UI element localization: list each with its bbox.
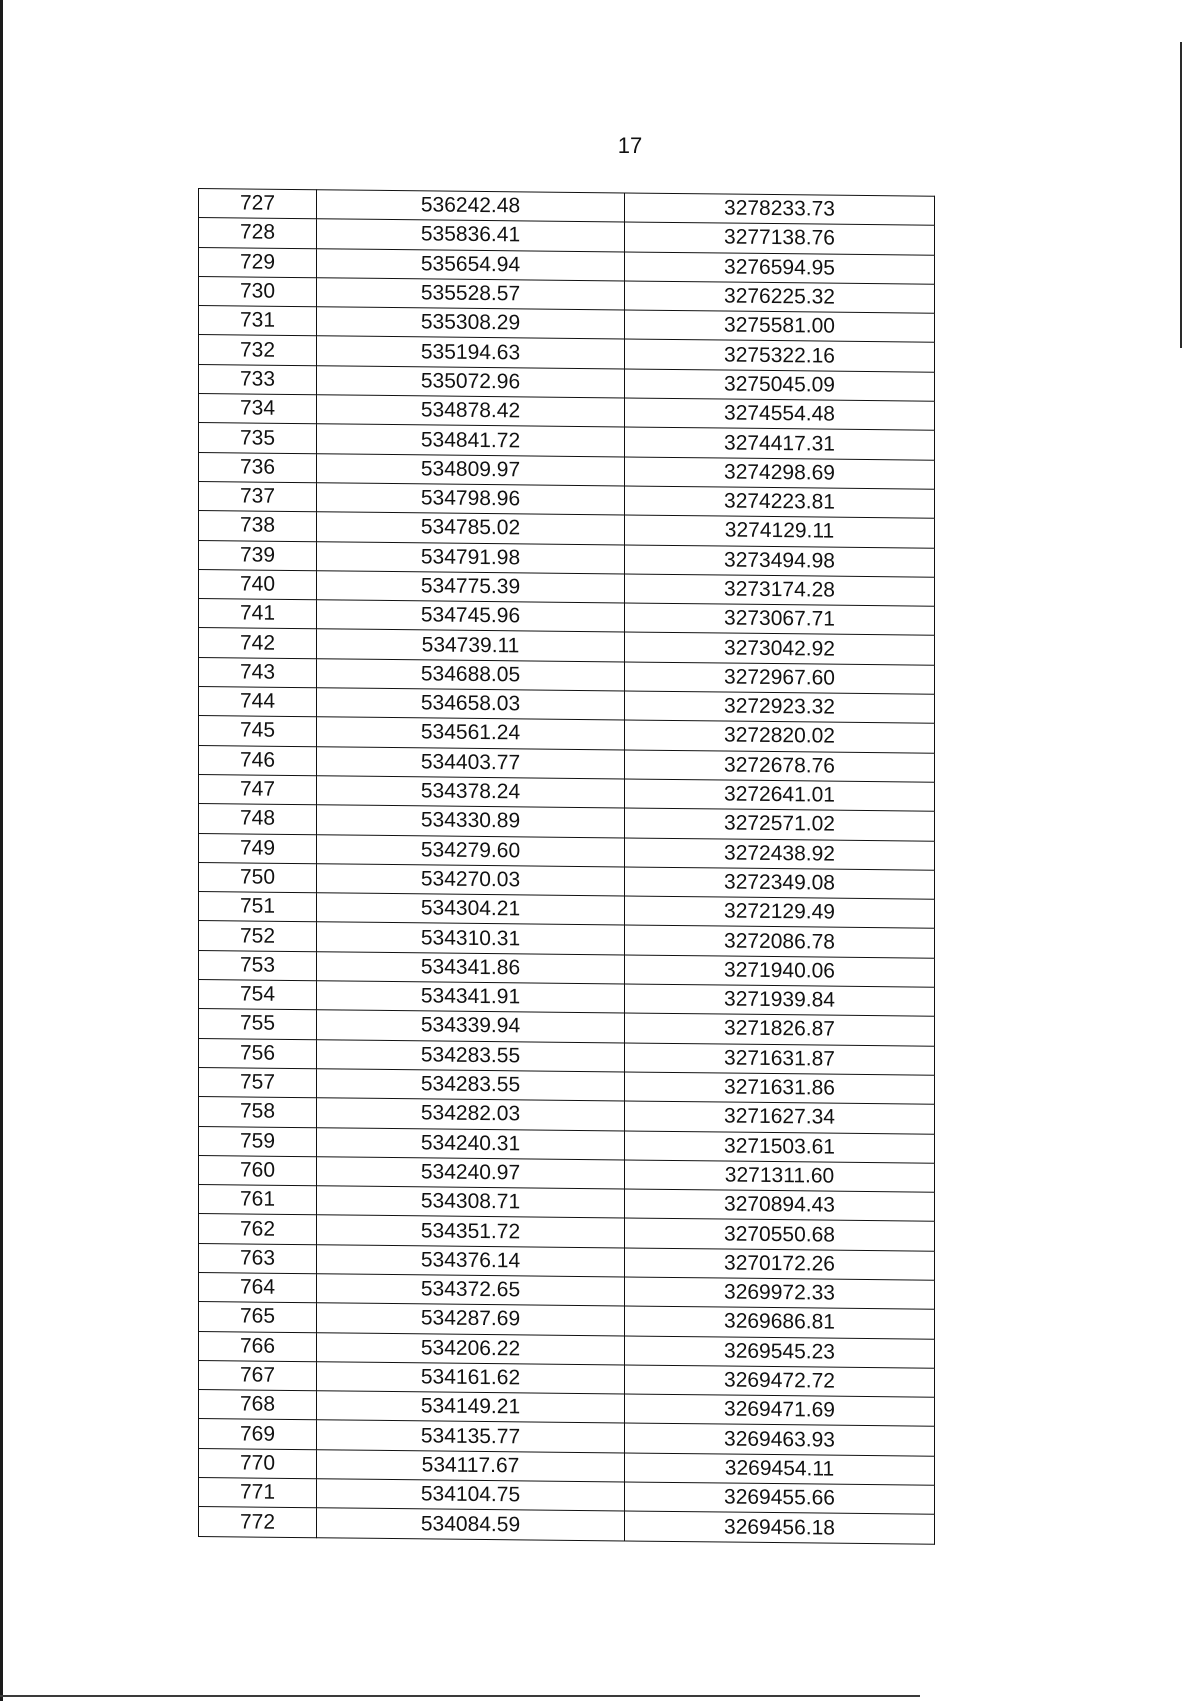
point-number-cell: 744	[199, 687, 317, 718]
scan-edge-bottom	[0, 1695, 920, 1697]
x-coordinate-cell: 534339.94	[317, 1010, 625, 1043]
y-coordinate-cell: 3272438.92	[625, 837, 935, 870]
y-coordinate-cell: 3271940.06	[625, 955, 935, 988]
y-coordinate-cell: 3272820.02	[625, 720, 935, 753]
point-number-cell: 728	[199, 218, 317, 249]
y-coordinate-cell: 3272641.01	[625, 779, 935, 812]
point-number-cell: 756	[199, 1038, 317, 1069]
point-number-cell: 753	[199, 950, 317, 981]
x-coordinate-cell: 534308.71	[317, 1186, 625, 1219]
x-coordinate-cell: 534270.03	[317, 864, 625, 897]
point-number-cell: 758	[199, 1097, 317, 1128]
y-coordinate-cell: 3275322.16	[625, 339, 935, 372]
y-coordinate-cell: 3272967.60	[625, 662, 935, 695]
y-coordinate-cell: 3272923.32	[625, 691, 935, 724]
x-coordinate-cell: 534351.72	[317, 1215, 625, 1248]
point-number-cell: 767	[199, 1360, 317, 1391]
x-coordinate-cell: 534372.65	[317, 1274, 625, 1307]
x-coordinate-cell: 534161.62	[317, 1362, 625, 1395]
x-coordinate-cell: 534658.03	[317, 688, 625, 721]
x-coordinate-cell: 534282.03	[317, 1098, 625, 1131]
y-coordinate-cell: 3269456.18	[625, 1511, 935, 1544]
scan-edge-left	[0, 0, 3, 1701]
x-coordinate-cell: 534135.77	[317, 1420, 625, 1453]
point-number-cell: 761	[199, 1185, 317, 1216]
point-number-cell: 768	[199, 1390, 317, 1421]
x-coordinate-cell: 535528.57	[317, 278, 625, 311]
y-coordinate-cell: 3274298.69	[625, 457, 935, 490]
x-coordinate-cell: 534149.21	[317, 1391, 625, 1424]
y-coordinate-cell: 3272678.76	[625, 750, 935, 783]
y-coordinate-cell: 3269972.33	[625, 1277, 935, 1310]
point-number-cell: 740	[199, 569, 317, 600]
x-coordinate-cell: 536242.48	[317, 190, 625, 223]
x-coordinate-cell: 534240.31	[317, 1127, 625, 1160]
point-number-cell: 746	[199, 745, 317, 776]
y-coordinate-cell: 3278233.73	[625, 193, 935, 226]
y-coordinate-cell: 3273042.92	[625, 632, 935, 665]
point-number-cell: 754	[199, 980, 317, 1011]
x-coordinate-cell: 534283.55	[317, 1069, 625, 1102]
x-coordinate-cell: 534785.02	[317, 512, 625, 545]
x-coordinate-cell: 534206.22	[317, 1332, 625, 1365]
x-coordinate-cell: 534279.60	[317, 834, 625, 867]
coordinates-table	[198, 188, 935, 1544]
y-coordinate-cell: 3269545.23	[625, 1336, 935, 1369]
point-number-cell: 763	[199, 1243, 317, 1274]
point-number-cell: 749	[199, 833, 317, 864]
x-coordinate-cell: 534341.91	[317, 981, 625, 1014]
y-coordinate-cell: 3272086.78	[625, 925, 935, 958]
y-coordinate-cell: 3273067.71	[625, 603, 935, 636]
y-coordinate-cell: 3269471.69	[625, 1394, 935, 1427]
y-coordinate-cell: 3271826.87	[625, 1013, 935, 1046]
point-number-cell: 731	[199, 306, 317, 337]
x-coordinate-cell: 534283.55	[317, 1039, 625, 1072]
x-coordinate-cell: 534117.67	[317, 1450, 625, 1483]
x-coordinate-cell: 534688.05	[317, 658, 625, 691]
x-coordinate-cell: 535654.94	[317, 248, 625, 281]
x-coordinate-cell: 534084.59	[317, 1508, 625, 1541]
x-coordinate-cell: 534287.69	[317, 1303, 625, 1336]
coordinates-table-body	[199, 189, 935, 1544]
point-number-cell: 759	[199, 1126, 317, 1157]
x-coordinate-cell: 535308.29	[317, 307, 625, 340]
scan-edge-right	[1180, 42, 1182, 348]
y-coordinate-cell: 3273494.98	[625, 545, 935, 578]
point-number-cell: 769	[199, 1419, 317, 1450]
x-coordinate-cell: 534403.77	[317, 746, 625, 779]
point-number-cell: 729	[199, 247, 317, 278]
x-coordinate-cell: 534104.75	[317, 1479, 625, 1512]
y-coordinate-cell: 3272571.02	[625, 808, 935, 841]
point-number-cell: 730	[199, 276, 317, 307]
x-coordinate-cell: 534791.98	[317, 541, 625, 574]
y-coordinate-cell: 3276225.32	[625, 281, 935, 314]
x-coordinate-cell: 534240.97	[317, 1157, 625, 1190]
y-coordinate-cell: 3269454.11	[625, 1453, 935, 1486]
point-number-cell: 752	[199, 921, 317, 952]
y-coordinate-cell: 3270894.43	[625, 1189, 935, 1222]
point-number-cell: 743	[199, 657, 317, 688]
point-number-cell: 765	[199, 1302, 317, 1333]
point-number-cell: 770	[199, 1448, 317, 1479]
y-coordinate-cell: 3274129.11	[625, 515, 935, 548]
x-coordinate-cell: 535836.41	[317, 219, 625, 252]
y-coordinate-cell: 3269463.93	[625, 1423, 935, 1456]
x-coordinate-cell: 534841.72	[317, 424, 625, 457]
x-coordinate-cell: 534775.39	[317, 571, 625, 604]
point-number-cell: 771	[199, 1478, 317, 1509]
x-coordinate-cell: 534739.11	[317, 629, 625, 662]
point-number-cell: 762	[199, 1214, 317, 1245]
point-number-cell: 733	[199, 364, 317, 395]
y-coordinate-cell: 3272349.08	[625, 867, 935, 900]
x-coordinate-cell: 534376.14	[317, 1244, 625, 1277]
point-number-cell: 750	[199, 862, 317, 893]
point-number-cell: 766	[199, 1331, 317, 1362]
point-number-cell: 747	[199, 774, 317, 805]
x-coordinate-cell: 534330.89	[317, 805, 625, 838]
point-number-cell: 734	[199, 394, 317, 425]
x-coordinate-cell: 534798.96	[317, 483, 625, 516]
y-coordinate-cell: 3271939.84	[625, 984, 935, 1017]
y-coordinate-cell: 3271631.86	[625, 1072, 935, 1105]
y-coordinate-cell: 3274417.31	[625, 427, 935, 460]
y-coordinate-cell: 3271311.60	[625, 1160, 935, 1193]
y-coordinate-cell: 3277138.76	[625, 222, 935, 255]
y-coordinate-cell: 3276594.95	[625, 252, 935, 285]
point-number-cell: 739	[199, 540, 317, 571]
x-coordinate-cell: 534878.42	[317, 395, 625, 428]
x-coordinate-cell: 534310.31	[317, 922, 625, 955]
point-number-cell: 751	[199, 892, 317, 923]
x-coordinate-cell: 534304.21	[317, 893, 625, 926]
y-coordinate-cell: 3269686.81	[625, 1306, 935, 1339]
point-number-cell: 760	[199, 1155, 317, 1186]
y-coordinate-cell: 3271627.34	[625, 1101, 935, 1134]
point-number-cell: 742	[199, 628, 317, 659]
y-coordinate-cell: 3274554.48	[625, 398, 935, 431]
point-number-cell: 745	[199, 716, 317, 747]
page-number: 17	[617, 133, 643, 158]
point-number-cell: 757	[199, 1067, 317, 1098]
y-coordinate-cell: 3272129.49	[625, 896, 935, 929]
x-coordinate-cell: 535194.63	[317, 336, 625, 369]
y-coordinate-cell: 3269472.72	[625, 1365, 935, 1398]
x-coordinate-cell: 534561.24	[317, 717, 625, 750]
point-number-cell: 727	[199, 189, 317, 220]
y-coordinate-cell: 3273174.28	[625, 574, 935, 607]
x-coordinate-cell: 534809.97	[317, 453, 625, 486]
y-coordinate-cell: 3271631.87	[625, 1043, 935, 1076]
y-coordinate-cell: 3271503.61	[625, 1130, 935, 1163]
point-number-cell: 735	[199, 423, 317, 454]
y-coordinate-cell: 3270172.26	[625, 1248, 935, 1281]
point-number-cell: 748	[199, 804, 317, 835]
point-number-cell: 764	[199, 1272, 317, 1303]
x-coordinate-cell: 534341.86	[317, 951, 625, 984]
point-number-cell: 738	[199, 511, 317, 542]
point-number-cell: 755	[199, 1009, 317, 1040]
point-number-cell: 737	[199, 481, 317, 512]
point-number-cell: 732	[199, 335, 317, 366]
y-coordinate-cell: 3275581.00	[625, 310, 935, 343]
x-coordinate-cell: 534745.96	[317, 600, 625, 633]
point-number-cell: 772	[199, 1507, 317, 1538]
point-number-cell: 741	[199, 599, 317, 630]
y-coordinate-cell: 3270550.68	[625, 1218, 935, 1251]
x-coordinate-cell: 534378.24	[317, 776, 625, 809]
y-coordinate-cell: 3274223.81	[625, 486, 935, 519]
y-coordinate-cell: 3269455.66	[625, 1482, 935, 1515]
point-number-cell: 736	[199, 452, 317, 483]
x-coordinate-cell: 535072.96	[317, 366, 625, 399]
y-coordinate-cell: 3275045.09	[625, 369, 935, 402]
